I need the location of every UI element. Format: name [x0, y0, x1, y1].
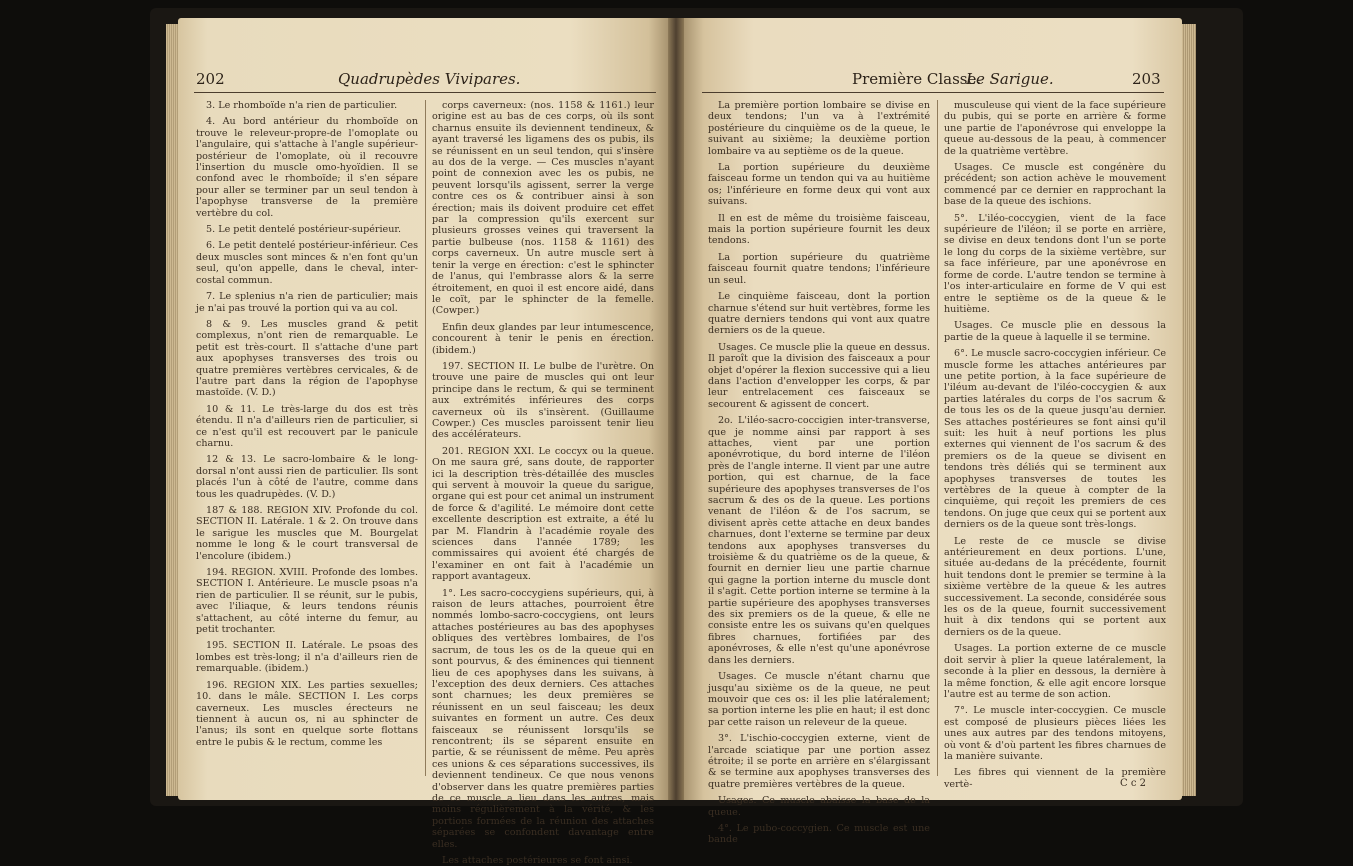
column-divider-left: [425, 100, 426, 776]
paragraph: Usages. La portion externe de ce muscle doit servir à plier la queue latéralement, la seconde à la plier en dessous, la dernière à la même fonction, & elle agit encore lorsque l'autre est au terme de son action.: [944, 643, 1166, 700]
paragraph: 196. REGION XIX. Les parties sexuelles; 10. dans le mâle. SECTION I. Les corps caverneux. Les muscles érecteurs ne tiennent à aucun os, ni au sphincter de l'anus; ils sont en quelque sorte flottans entre le pubis & le rectum, comme les: [196, 679, 418, 748]
paragraph: La première portion lombaire se divise en deux tendons; l'un va à l'extrémité postérieure du cinquième os de la queue, le suivant au sixième; la deuxième portion lombaire va au septième os de la queue.: [708, 100, 930, 157]
paragraph: 5. Le petit dentelé postérieur-supérieur.: [206, 224, 401, 236]
paragraph: Usages. Ce muscle plie en dessous la partie de la queue à laquelle il se termine.: [944, 320, 1166, 343]
paragraph: Usages. Ce muscle est congénère du précédent; son action achève le mouvement commencé par ce dernier en rapprochant la base de la queue des ischions.: [944, 162, 1166, 208]
paragraph: 7. Le splenius n'a rien de particulier; mais je n'ai pas trouvé la portion qui va au col.: [196, 291, 418, 314]
paragraph: 10 & 11. Le très-large du dos est très étendu. Il n'a d'ailleurs rien de particulier, si ce n'est qu'il est recouvert par le panicule charnu.: [196, 403, 418, 449]
left-page: [178, 18, 668, 866]
paragraph: La portion supérieure du deuxième faisceau forme un tendon qui va au huitième os; l'inférieure en forme deux qui vont aux suivans.: [708, 162, 930, 208]
paragraph: 8 & 9. Les muscles grand & petit complexus, n'ont rien de remarquable. Le petit est très-court. Il s'attache d'une part aux apophyses transverses des trois ou quatre premières vertèbres cervicales, & de l'autre part dans la région de l'apophyse mastoïde. (V. D.): [196, 318, 418, 399]
paragraph: Les fibres qui viennent de la première vertè-: [944, 767, 1166, 790]
left-page-edges: [166, 24, 178, 796]
paragraph: 2o. L'iléo-sacro-coccigien inter-transverse, que je nomme ainsi par rapport à ses attaches, vient par une portion aponévrotique, du bord interne de l'iléon près de l'angle interne. Il vient par une autre portion, qui est charnue, de la face supérieure des apophyses transverses de l'os sacrum & des os de la queue. Les portions venant de l'iléon & de l'os sacrum, se divisent après cette attache en deux bandes charnues, dont l'externe se termine par deux tendons aux apophyses transverses du troisième & du quatrième os de la queue, & fournit en dernier lieu une partie charnue qui gagne la portion interne du muscle dont il s'agit. Cette portion interne se termine à la partie supérieure des apophyses transverses des six premiers os de la queue, & elle ne consiste entre les os suivans qu'en quelques fibres charnues, fortifiées par des aponévroses, & elle n'est qu'une aponévrose dans les derniers.: [708, 415, 930, 666]
paragraph: 4°. Le pubo-coccygien. Ce muscle est une bande: [708, 822, 930, 846]
right-page-edges: [1182, 24, 1196, 796]
running-title-right: Le Sarigue.: [966, 70, 1054, 88]
paragraph: Le cinquième faisceau, dont la portion charnue s'étend sur huit vertèbres, forme les quatre derniers tendons qui vont aux quatre derniers os de la queue.: [708, 291, 930, 337]
page-number-right: 203: [1132, 70, 1161, 88]
paragraph: Usages. Ce muscle n'étant charnu que jusqu'au sixième os de la queue, ne peut mouvoir que ces os: il les plie latéralement; sa portion interne les plie en haut; il est donc par cette raison un releveur de la queue.: [708, 671, 930, 728]
paragraph: 6°. Le muscle sacro-coccygien inférieur. Ce muscle forme les attaches antérieures par une petite portion, à la face supérieure de l'iléum au-devant de l'iléo-coccygien & aux parties latérales du corps de l'os sacrum & de tous les os de la queue jusqu'au dernier. Ses attaches postérieures se font ainsi qu'il suit: les huit à neuf portions les plus externes qui viennent de l'os sacrum & des premiers os de la queue se divisent en tendons très déliés qui se terminent aux apophyses transverses de toutes les vertèbres de la queue à compter de la cinquième, qui reçoit les premiers de ces tendons. On juge que ceux qui se portent aux derniers os de la queue sont très-longs.: [944, 348, 1166, 531]
paragraph: Il en est de même du troisième faisceau, mais la portion supérieure fournit les deux tendons.: [708, 212, 930, 247]
running-title-classe: Première Classe.: [852, 70, 982, 88]
paragraph: Enfin deux glandes par leur intumescence, concourent à tenir le penis en érection. (ibidem.): [432, 321, 654, 356]
paragraph: 6. Le petit dentelé postérieur-inférieur. Ces deux muscles sont minces & n'en font qu'un seul, qu'on appelle, dans le cheval, inter-costal commun.: [196, 240, 418, 286]
left-page-column-2: [432, 100, 654, 866]
header-rule-left: [194, 92, 656, 93]
paragraph: 3. Le rhomboïde n'a rien de particulier.: [206, 100, 398, 111]
left-page-column-1: [196, 100, 418, 790]
running-title-left: Quadrupèdes Vivipares.: [338, 70, 521, 88]
paragraph: 3°. L'ischio-coccygien externe, vient de l'arcade sciatique par une portion assez étroite; il se porte en arrière en s'élargissant & se termine aux apophyses transverses des quatre premières vertèbres de la queue.: [708, 733, 930, 790]
paragraph: Les attaches postérieures se font ainsi.: [442, 855, 633, 866]
paragraph: 194. REGION. XVIII. Profonde des lombes. SECTION I. Antérieure. Le muscle psoas n'a rien de particulier. Il se réunit, sur le pubis, avec l'iliaque, & leurs tendons réunis s'attachent, au côté interne du femur, au petit trochanter.: [196, 567, 418, 636]
page-number-left: 202: [196, 70, 225, 88]
catchword: C c 2: [1120, 778, 1146, 789]
paragraph: Usages. Ce muscle abaisse la base de la queue.: [708, 795, 930, 818]
paragraph: La portion supérieure du quatrième faisceau fournit quatre tendons; l'inférieure un seul.: [708, 251, 930, 286]
paragraph: 195. SECTION II. Latérale. Le psoas des lombes est très-long; il n'a d'ailleurs rien de remarquable. (ibidem.): [196, 640, 418, 675]
paragraph: 201. REGION XXI. Le coccyx ou la queue. On me saura gré, sans doute, de rapporter ici la description très-détaillée des muscles qui servent à mouvoir la queue du sarigue, organe qui est pour cet animal un instrument de force & d'agilité. Le mémoire dont cette excellente description est extraite, a été lu par M. Flandrin à l'académie royale des sciences dans l'année 1789; les commissaires qui avoient été chargés de l'examiner en ont fait à l'académie un rapport avantageux.: [432, 445, 654, 583]
book-gutter: [668, 18, 684, 800]
paragraph: 1°. Les sacro-coccygiens supérieurs, qui, à raison de leurs attaches, pourroient être nommés lombo-sacro-coccygiens, ont leurs attaches postérieures au bas des apophyses obliques des vertèbres lombaires, de l'os sacrum, de tous les os de la queue qui en sont pourvus, & des éminences qui tiennent lieu de ces apophyses dans les suivans, à l'exception des deux derniers. Ces attaches sont charnues; les deux premières se réunissent en un seul faisceau; les deux suivantes en forment un autre. Ces deux faisceaux se réunissent lorsqu'ils se rencontrent; ils se séparent ensuite en partie, & se réunissent de même. Peu après ces unions & ces séparations successives, ils deviennent tendineux. Ce que nous venons d'observer dans les quatre premières parties de ce muscle a lieu dans les autres, mais moins régulièrement à la vérité, & les portions formées de la réunion des attaches séparées se confondent davantage entre elles.: [432, 587, 654, 850]
paragraph: Le reste de ce muscle se divise antérieurement en deux portions. L'une, située au-dedans de la précédente, fournit huit tendons dont le premier se termine à la sixième vertèbre de la queue & les autres successivement. La seconde, considérée sous les os de la queue, fournit successivement huit à dix tendons qui se portent aux derniers os de la queue.: [944, 535, 1166, 638]
column-divider-right: [937, 100, 938, 776]
right-page-column-2: [944, 100, 1166, 790]
paragraph: Usages. Ce muscle plie la queue en dessus. Il paroît que la division des faisceaux a pour objet d'opérer la flexion successive qui a lieu dans l'action d'envelopper les corps, & par leur entrelacement ces faisceaux se secourent & agissent de concert.: [708, 341, 930, 410]
paragraph: 5°. L'iléo-coccygien, vient de la face supérieure de l'iléon; il se porte en arrière, se divise en deux tendons dont l'un se porte le long du corps de la sixième vertèbre, sur sa face inférieure, par une aponévrose en forme de corde. L'autre tendon se termine à l'os inter-articulaire en forme de V qui est entre le septième os de la queue & le huitième.: [944, 212, 1166, 315]
right-page-column-1: [708, 100, 930, 846]
right-page: [684, 18, 1182, 846]
paragraph: corps caverneux: (nos. 1158 & 1161.) leur origine est au bas de ces corps, où ils sont charnus ensuite ils deviennent tendineux, & ayant traversé les ligamens des os pubis, ils se réunissent en un seul tendon, qui s'insère au dos de la verge. — Ces muscles n'ayant point de connexion avec les os pubis, ne peuvent lorsqu'ils agissent, serrer la verge contre ces os & contribuer ainsi à son érection; mais ils doivent produire cet effet par la compression qu'ils exercent sur plusieurs grosses veines qui traversent la partie bulbeuse (nos. 1158 & 1161) des corps caverneux. Un autre muscle sert à tenir la verge en érection: c'est le sphincter de l'anus, qui l'embrasse alors & la serre étroitement, en quoi il est encore aidé, dans le coït, par le sphincter de la femelle. (Cowper.): [432, 100, 654, 317]
paragraph: 4. Au bord antérieur du rhomboïde on trouve le releveur-propre-de l'omoplate ou l'angulaire, qui s'attache à l'angle supérieur-postérieur de l'omoplate, où il recouvre l'insertion du muscle omo-hyoïdien. Il se confond avec le rhomboïde; il s'en sépare pour aller se terminer par un seul tendon à l'apophyse transverse de la première vertèbre du col.: [196, 116, 418, 219]
paragraph: 7°. Le muscle inter-coccygien. Ce muscle est composé de plusieurs pièces liées les unes aux autres par des tendons mitoyens, où vont & d'où partent les fibres charnues de la manière suivante.: [944, 705, 1166, 762]
paragraph: 12 & 13. Le sacro-lombaire & le long-dorsal n'ont aussi rien de particulier. Ils sont placés l'un à côté de l'autre, comme dans tous les quadrupèdes. (V. D.): [196, 454, 418, 500]
paragraph: 197. SECTION II. Le bulbe de l'urètre. On trouve une paire de muscles qui ont leur principe dans le rectum, & qui se terminent aux extrémités inférieures des corps caverneux où ils s'insèrent. (Guillaume Cowper.) Ces muscles paroissent tenir lieu des accélérateurs.: [432, 360, 654, 441]
paragraph: musculeuse qui vient de la face supérieure du pubis, qui se porte en arrière & forme une partie de l'aponévrose qui enveloppe la queue au-dessous de la peau, à commencer de la quatrième vertèbre.: [944, 100, 1166, 157]
header-rule-right: [702, 92, 1164, 93]
paragraph: 187 & 188. REGION XIV. Profonde du col. SECTION II. Latérale. 1 & 2. On trouve dans le sarigue les muscles que M. Bourgelat nomme le long & le court transversal de l'encolure (ibidem.): [196, 505, 418, 562]
